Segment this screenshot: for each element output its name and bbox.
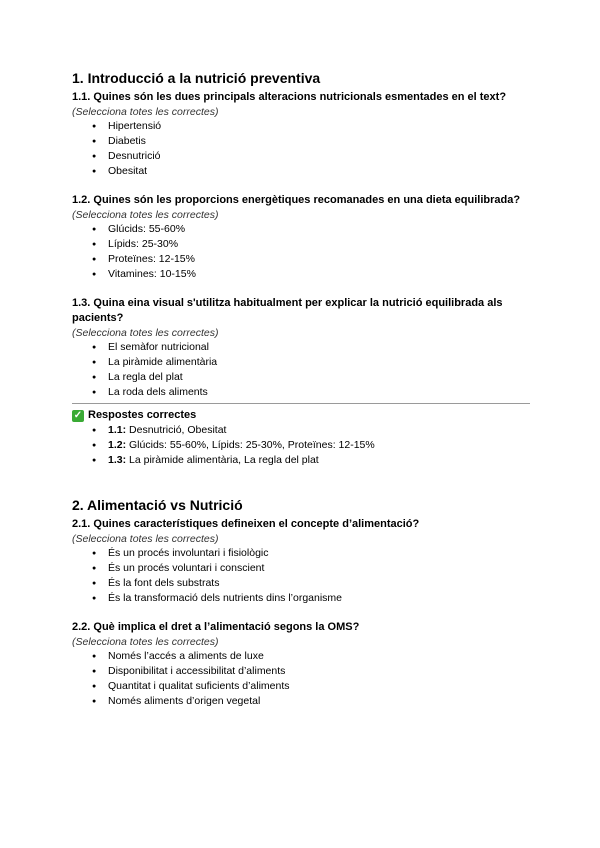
option-item: ● És un procés voluntari i conscient xyxy=(92,561,530,576)
option-item: ● Diabetis xyxy=(92,134,530,149)
option-item: ● Només l’accés a aliments de luxe xyxy=(92,649,530,664)
option-list xyxy=(72,546,530,606)
option-item: ● El semàfor nutricional xyxy=(92,340,530,355)
option-item: ● La regla del plat xyxy=(92,370,530,385)
option-item: ● Només aliments d’origen vegetal xyxy=(92,694,530,709)
answers-list xyxy=(72,423,530,468)
answer-item xyxy=(92,453,530,468)
option-list xyxy=(72,222,530,282)
answer-value: La piràmide alimentària, La regla del plat xyxy=(129,454,319,466)
question-hint: (Selecciona totes les correctes) xyxy=(72,106,219,118)
answer-value: Glúcids: 55-60%, Lípids: 25-30%, Proteïnes: 12-15% xyxy=(129,439,375,451)
option-item: ● Hipertensió xyxy=(92,119,530,134)
option-list xyxy=(72,340,530,400)
question-hint: (Selecciona totes les correctes) xyxy=(72,636,219,648)
section-1-title: 1. Introducció a la nutrició preventiva xyxy=(72,70,321,86)
check-icon: ✓ xyxy=(73,409,83,421)
question-title: 2.1. Quines característiques defineixen el concepte d’alimentació? xyxy=(72,518,420,530)
option-item: ● És un procés involuntari i fisiològic xyxy=(92,546,530,561)
option-item: ● Proteïnes: 12-15% xyxy=(92,252,530,267)
answer-key: 1.2: xyxy=(108,439,127,451)
question-2-1 xyxy=(72,517,530,606)
answer-key: 1.3: xyxy=(108,454,127,466)
option-list xyxy=(72,649,530,709)
question-hint: (Selecciona totes les correctes) xyxy=(72,209,219,221)
option-list xyxy=(72,119,530,179)
question-title: 1.3. Quina eina visual s'utilitza habitualment per explicar la nutrició equilibrada als pacients? xyxy=(72,297,503,324)
answer-value: Desnutrició, Obesitat xyxy=(129,424,227,436)
option-item: ● Desnutrició xyxy=(92,149,530,164)
question-title: 2.2. Què implica el dret a l’alimentació segons la OMS? xyxy=(72,621,360,633)
answers-block xyxy=(72,408,530,468)
question-1-1 xyxy=(72,90,530,179)
answer-item xyxy=(92,438,530,453)
option-item: ● És la transformació dels nutrients dins l’organisme xyxy=(92,591,530,606)
option-item: ● Glúcids: 55-60% xyxy=(92,222,530,237)
answer-item xyxy=(92,423,530,438)
question-hint: (Selecciona totes les correctes) xyxy=(72,533,219,545)
section-2 xyxy=(72,497,530,709)
answers-title: Respostes correctes xyxy=(88,409,197,421)
question-title: 1.2. Quines són les proporcions energètiques recomanades en una dieta equilibrada? xyxy=(72,194,521,206)
question-hint: (Selecciona totes les correctes) xyxy=(72,327,219,339)
question-1-3 xyxy=(72,296,530,400)
option-item: ● Disponibilitat i accessibilitat d’aliments xyxy=(92,664,530,679)
question-2-2 xyxy=(72,620,530,709)
option-item: ● La piràmide alimentària xyxy=(92,355,530,370)
option-item: ● Lípids: 25-30% xyxy=(92,237,530,252)
option-item: ● És la font dels substrats xyxy=(92,576,530,591)
option-item: ● Obesitat xyxy=(92,164,530,179)
question-title: 1.1. Quines són les dues principals alteracions nutricionals esmentades en el text? xyxy=(72,91,507,103)
section-2-title: 2. Alimentació vs Nutrició xyxy=(72,497,243,513)
divider xyxy=(72,403,530,404)
answers-heading xyxy=(72,408,530,423)
option-item: ● Quantitat i qualitat suficients d’aliments xyxy=(92,679,530,694)
question-1-2 xyxy=(72,193,530,282)
option-item: ● Vitamines: 10-15% xyxy=(92,267,530,282)
answer-key: 1.1: xyxy=(108,424,127,436)
option-item: ● La roda dels aliments xyxy=(92,385,530,400)
